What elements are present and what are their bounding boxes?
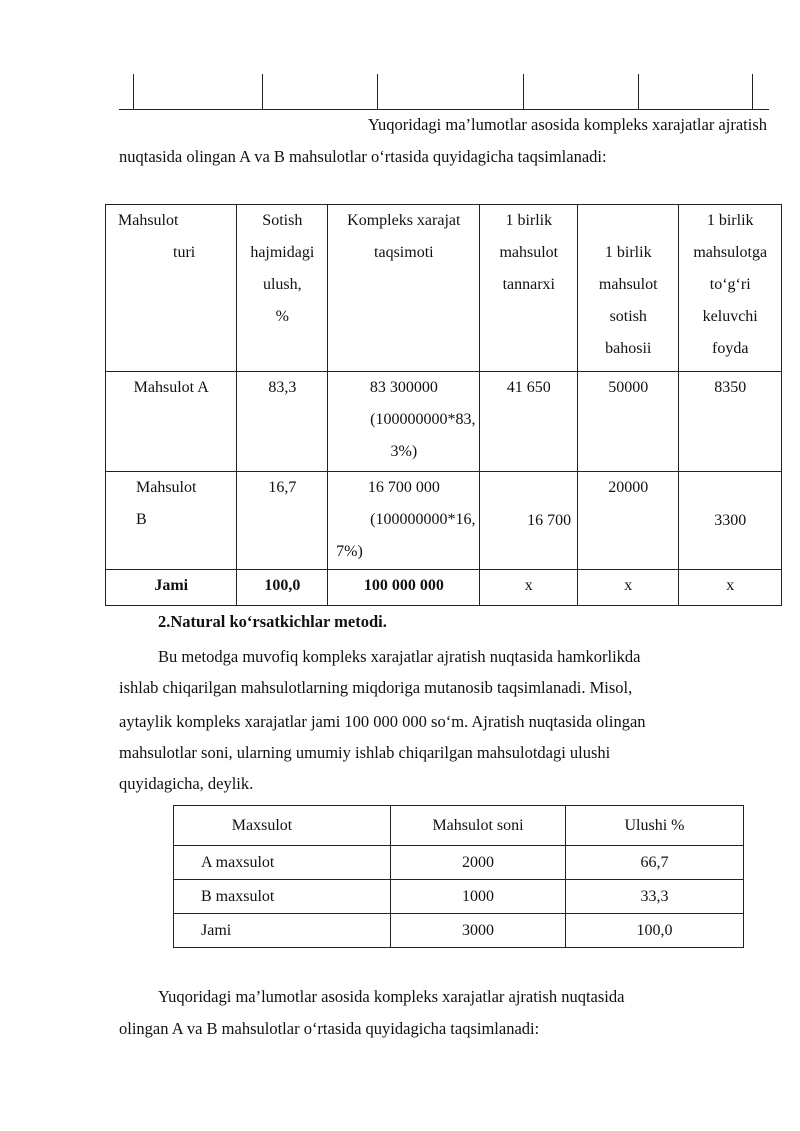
row-share: 16,7 bbox=[237, 472, 328, 570]
table-row bbox=[106, 472, 782, 570]
cell-quantity: 3000 bbox=[391, 914, 566, 948]
row-cost bbox=[328, 472, 480, 570]
row-unit-profit: 8350 bbox=[679, 372, 782, 472]
quantity-table bbox=[173, 805, 744, 948]
cell-share: 100,0 bbox=[566, 914, 744, 948]
header-line: mahsulot bbox=[598, 276, 658, 293]
total-unit-cost: x bbox=[480, 570, 578, 606]
cell-quantity: 1000 bbox=[391, 880, 566, 914]
header-share bbox=[237, 205, 328, 372]
header-quantity: Mahsulot soni bbox=[391, 806, 566, 846]
row-product bbox=[106, 472, 237, 570]
header-line: % bbox=[275, 308, 289, 325]
header-line: 1 birlik bbox=[706, 212, 754, 229]
total-share: 100,0 bbox=[237, 570, 328, 606]
row-share: 83,3 bbox=[237, 372, 328, 472]
header-unit-price bbox=[578, 205, 679, 372]
header-line: foyda bbox=[711, 340, 749, 357]
header-product: Maxsulot bbox=[174, 806, 391, 846]
product-label: Mahsulot bbox=[136, 479, 197, 496]
table-header-row bbox=[174, 806, 744, 846]
table-header-row bbox=[106, 205, 782, 372]
stub-cell bbox=[263, 74, 377, 110]
row-unit-cost: 41 650 bbox=[480, 372, 578, 472]
stub-cell bbox=[119, 74, 263, 110]
body-line-2: ishlab chiqarilgan mahsulotlarning miqdoriga mutanosib taqsimlanadi. Misol, bbox=[119, 678, 633, 697]
cost-line: (100000000*16, bbox=[370, 511, 476, 528]
table-total-row bbox=[106, 570, 782, 606]
intro-line-2: nuqtasida olingan A va B mahsulotlar o‘rtasida quyidagicha taqsimlanadi: bbox=[119, 147, 607, 166]
header-line: Kompleks xarajat bbox=[347, 212, 461, 229]
cell-product: Jami bbox=[174, 914, 391, 948]
cost-line: 7%) bbox=[336, 543, 363, 560]
product-label: B bbox=[136, 511, 147, 528]
intro-line-1: Yuqoridagi ma’lumotlar asosida kompleks xarajatlar ajratish bbox=[367, 115, 767, 134]
closing-line-1: Yuqoridagi ma’lumotlar asosida kompleks xarajatlar ajratish nuqtasida bbox=[158, 987, 625, 1006]
header-line: mahsulotga bbox=[693, 244, 768, 261]
distribution-table bbox=[105, 204, 782, 606]
header-line: to‘g‘ri bbox=[709, 276, 751, 293]
section-heading: 2.Natural ko‘rsatkichlar metodi. bbox=[158, 612, 387, 631]
body-line-1: Bu metodga muvofiq kompleks xarajatlar ajratish nuqtasida hamkorlikda bbox=[158, 647, 641, 666]
stub-cell bbox=[377, 74, 523, 110]
body-line-3: aytaylik kompleks xarajatlar jami 100 000 000 so‘m. Ajratish nuqtasida olingan bbox=[119, 712, 646, 731]
cost-line: 3%) bbox=[390, 443, 418, 460]
total-unit-price: x bbox=[578, 570, 679, 606]
row-unit-cost: 16 700 bbox=[480, 472, 578, 570]
header-complex-cost bbox=[328, 205, 480, 372]
cost-line: (100000000*83, bbox=[370, 411, 476, 428]
cell-product: A maxsulot bbox=[174, 846, 391, 880]
header-line: Mahsulot bbox=[118, 212, 179, 229]
cost-line: 16 700 000 bbox=[367, 479, 440, 496]
total-label: Jami bbox=[106, 570, 237, 606]
product-label: Mahsulot A bbox=[133, 379, 209, 396]
table-row bbox=[174, 914, 744, 948]
row-unit-price: 20000 bbox=[578, 472, 679, 570]
header-line: hajmidagi bbox=[250, 244, 315, 261]
table-row bbox=[174, 880, 744, 914]
stub-cell bbox=[524, 74, 638, 110]
cell-quantity: 2000 bbox=[391, 846, 566, 880]
body-line-5: quyidagicha, deylik. bbox=[119, 774, 254, 793]
header-line: ulush, bbox=[262, 276, 302, 293]
closing-line-2: olingan A va B mahsulotlar o‘rtasida quyidagicha taqsimlanadi: bbox=[119, 1019, 540, 1038]
row-product bbox=[106, 372, 237, 472]
header-line: sotish bbox=[609, 308, 647, 325]
header-unit-cost bbox=[480, 205, 578, 372]
table-row bbox=[106, 372, 782, 472]
row-cost bbox=[328, 372, 480, 472]
body-line-4: mahsulotlar soni, ularning umumiy ishlab chiqarilgan mahsulotdagi ulushi bbox=[119, 743, 611, 762]
cell-share: 33,3 bbox=[566, 880, 744, 914]
total-cost: 100 000 000 bbox=[328, 570, 480, 606]
header-line: tannarxi bbox=[502, 276, 555, 293]
cell-product: B maxsulot bbox=[174, 880, 391, 914]
row-unit-profit: 3300 bbox=[679, 472, 782, 570]
table-row bbox=[174, 846, 744, 880]
row-unit-price: 50000 bbox=[578, 372, 679, 472]
header-share: Ulushi % bbox=[566, 806, 744, 846]
header-product-type bbox=[106, 205, 237, 372]
header-line: Sotish bbox=[262, 212, 303, 229]
header-unit-profit bbox=[679, 205, 782, 372]
header-line: 1 birlik bbox=[505, 212, 553, 229]
header-line: bahosii bbox=[605, 340, 652, 357]
stub-cell bbox=[638, 74, 752, 110]
stub-left-edge bbox=[133, 74, 134, 110]
top-table-stub bbox=[119, 74, 753, 110]
header-line: 1 birlik bbox=[604, 244, 652, 261]
total-unit-profit: x bbox=[679, 570, 782, 606]
header-line: keluvchi bbox=[702, 308, 758, 325]
cost-line: 83 300000 bbox=[369, 379, 438, 396]
cell-share: 66,7 bbox=[566, 846, 744, 880]
header-line: taqsimoti bbox=[374, 244, 434, 261]
header-line: turi bbox=[173, 244, 196, 261]
header-line: mahsulot bbox=[499, 244, 559, 261]
